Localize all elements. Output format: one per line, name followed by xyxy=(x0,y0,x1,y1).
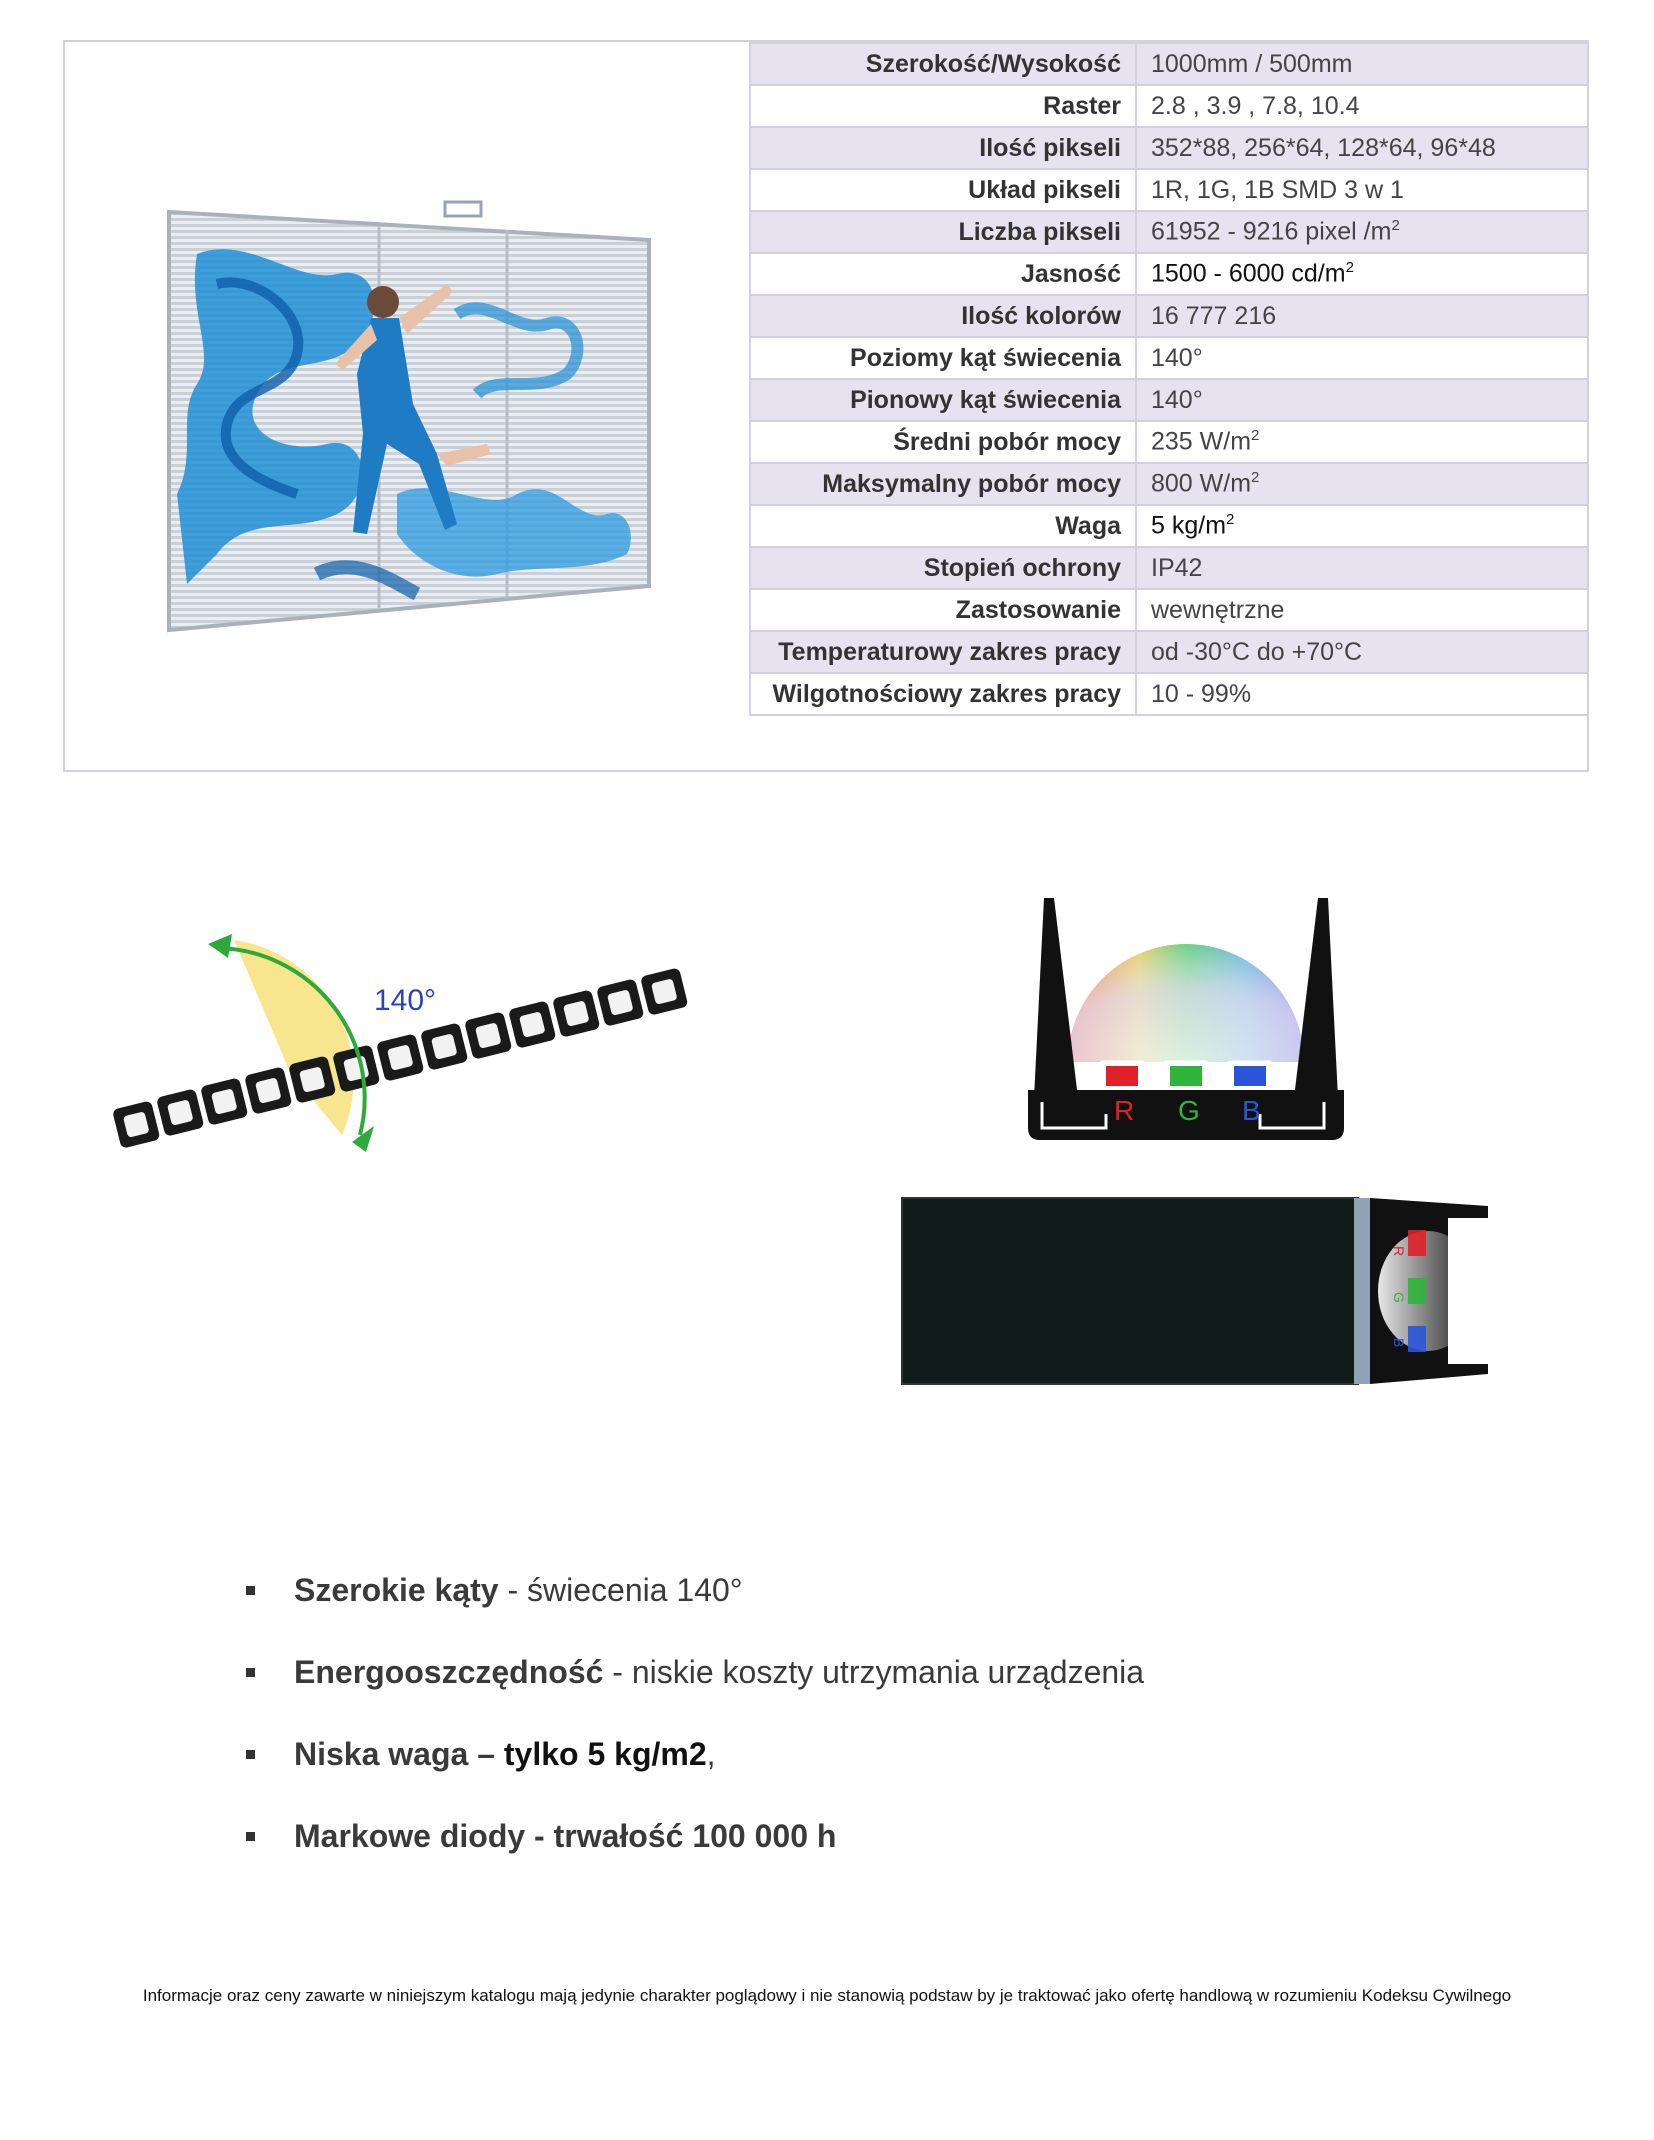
table-row xyxy=(750,463,1588,505)
disclaimer: Informacje oraz ceny zawarte w niniejszym katalogu mają jedynie charakter poglądowy i nie stanowią podstaw by je traktować jako ofertę handlową w rozumieniu Kodeksu Cywilnego xyxy=(142,1986,1512,2005)
chip-letter: R xyxy=(1391,1246,1407,1257)
list-item: Niska waga – tylko 5 kg/m2, xyxy=(244,1734,1144,1816)
list-item: Szerokie kąty - świecenia 140° xyxy=(244,1570,1144,1652)
chip-letter: R xyxy=(1114,1095,1135,1126)
chip-letter: G xyxy=(1178,1095,1200,1126)
rgb-led-front-illustration xyxy=(1020,892,1350,1144)
spec-value: 1R, 1G, 1B SMD 3 w 1 xyxy=(1136,169,1588,211)
bullet-square-icon xyxy=(246,1586,255,1595)
table-row xyxy=(750,127,1588,169)
table-row xyxy=(750,169,1588,211)
spec-value: 1000mm / 500mm xyxy=(1136,43,1588,85)
left-fin xyxy=(1034,898,1078,1098)
spec-block xyxy=(63,40,1589,772)
spec-value: IP42 xyxy=(1136,547,1588,589)
spec-label: Szerokość/Wysokość xyxy=(750,43,1136,85)
spec-value: 10 - 99% xyxy=(1136,673,1588,715)
spec-label: Jasność xyxy=(750,253,1136,295)
spec-value: 352*88, 256*64, 128*64, 96*48 xyxy=(1136,127,1588,169)
board xyxy=(902,1198,1358,1384)
chip-letter: B xyxy=(1242,1095,1261,1126)
spec-value: 5 $kg/m^2$ xyxy=(1136,505,1588,547)
table-row xyxy=(750,673,1588,715)
bullet-square-icon xyxy=(246,1750,255,1759)
spec-label: Pionowy kąt świecenia xyxy=(750,379,1136,421)
bullet-square-icon xyxy=(246,1832,255,1841)
spec-value: 140° xyxy=(1136,379,1588,421)
table-row xyxy=(750,421,1588,463)
spec-value: 235 $W/m^2$ xyxy=(1136,421,1588,463)
spec-value: 61952 - 9216 pixel $/m^2$ xyxy=(1136,211,1588,253)
spec-table xyxy=(749,42,1589,716)
spec-label: Wilgotnościowy zakres pracy xyxy=(750,673,1136,715)
spec-label: Raster xyxy=(750,85,1136,127)
table-row xyxy=(750,505,1588,547)
list-item: Markowe diody - trwałość 100 000 h xyxy=(244,1816,1144,1898)
bullet-square-icon xyxy=(246,1668,255,1677)
spec-label: Maksymalny pobór mocy xyxy=(750,463,1136,505)
angle-label: 140° xyxy=(374,984,437,1017)
spec-label: Temperaturowy zakres pracy xyxy=(750,631,1136,673)
table-row xyxy=(750,43,1588,85)
spec-label: Stopień ochrony xyxy=(750,547,1136,589)
spec-label: Liczba pikseli xyxy=(750,211,1136,253)
spec-value: od -30°C do +70°C xyxy=(1136,631,1588,673)
table-row xyxy=(750,85,1588,127)
table-row xyxy=(750,589,1588,631)
table-row xyxy=(750,295,1588,337)
spec-label: Ilość pikseli xyxy=(750,127,1136,169)
table-row xyxy=(750,631,1588,673)
spec-label: Średni pobór mocy xyxy=(750,421,1136,463)
spec-label: Układ pikseli xyxy=(750,169,1136,211)
table-row xyxy=(750,379,1588,421)
spec-value: 800 $W/m^2$ xyxy=(1136,463,1588,505)
spec-value: 16 777 216 xyxy=(1136,295,1588,337)
rgb-led-side-illustration xyxy=(898,1188,1498,1388)
table-row xyxy=(750,211,1588,253)
chip-letter: G xyxy=(1391,1292,1407,1303)
table-row xyxy=(750,337,1588,379)
feature-list xyxy=(244,1570,1144,1898)
spec-label: Poziomy kąt świecenia xyxy=(750,337,1136,379)
spec-label: Waga xyxy=(750,505,1136,547)
table-row xyxy=(750,253,1588,295)
connector-strip xyxy=(1354,1198,1370,1384)
viewing-angle-illustration xyxy=(98,930,688,1180)
spec-value: 1500 - 6000 $cd/m^2$ xyxy=(1136,253,1588,295)
arrow-head-icon xyxy=(208,934,232,958)
table-row xyxy=(750,547,1588,589)
chip-letter: B xyxy=(1391,1338,1407,1348)
spec-value: wewnętrzne xyxy=(1136,589,1588,631)
spec-value: 140° xyxy=(1136,337,1588,379)
spec-label: Zastosowanie xyxy=(750,589,1136,631)
product-photo xyxy=(157,194,655,654)
list-item: Energooszczędność - niskie koszty utrzymania urządzenia xyxy=(244,1652,1144,1734)
spec-value: 2.8 , 3.9 , 7.8, 10.4 xyxy=(1136,85,1588,127)
right-fin xyxy=(1294,898,1338,1098)
spec-label: Ilość kolorów xyxy=(750,295,1136,337)
